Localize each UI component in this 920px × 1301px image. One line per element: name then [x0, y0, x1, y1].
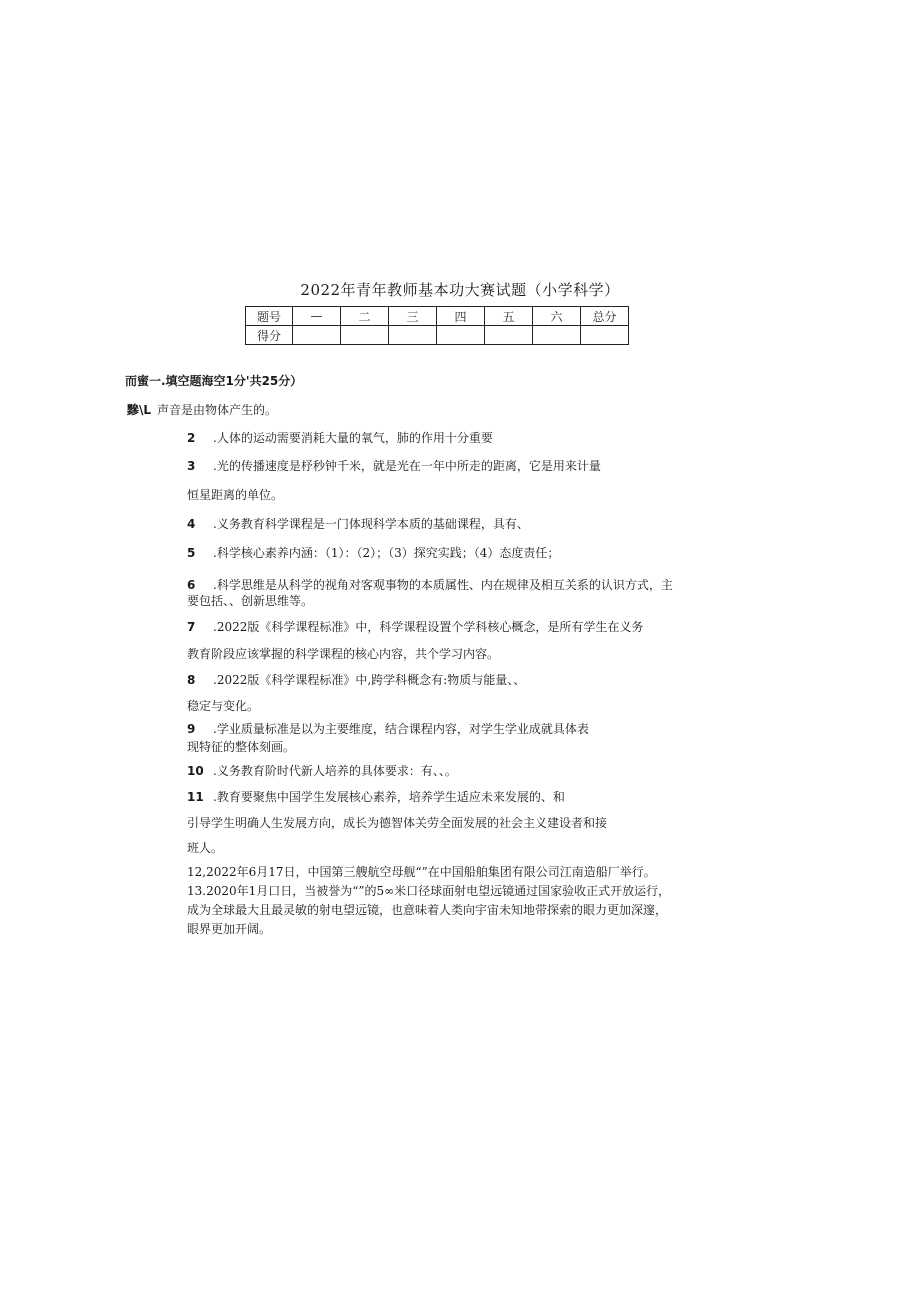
score-cell[interactable]	[581, 326, 629, 345]
question-number: 2	[187, 431, 196, 445]
score-row-label: 得分	[246, 326, 293, 345]
header-cell: 六	[533, 307, 581, 326]
question-text: .义务教育科学课程是一门体现科学本质的基础课程，具有、	[213, 517, 529, 531]
question-13: 13.2020年1月口日，当被誉为“”的5∞米口径球面射电望远镜通过国家验收正式开放运行，	[187, 884, 671, 898]
question-number: 10	[187, 764, 204, 778]
question-text: 声音是由物体产生的。	[157, 403, 278, 417]
question-text: .2022版《科学课程标准》中,跨学科概念有:物质与能量、、	[213, 673, 526, 687]
question-number: 9	[187, 722, 196, 736]
question-number: 5	[187, 546, 196, 560]
question-7	[187, 619, 643, 635]
question-6	[187, 577, 673, 593]
question-12: 12,2022年6月17日，中国第三艘航空母舰“”在中国船舶集团有限公司江南造船厂举行。	[187, 865, 656, 879]
header-cell: 四	[437, 307, 485, 326]
question-11-continuation: 班人。	[187, 841, 224, 855]
question-11	[187, 789, 565, 805]
header-cell: —	[293, 307, 341, 326]
question-text: .2022版《科学课程标准》中，科学课程设置个学科核心概念，是所有学生在义务	[213, 620, 644, 634]
question-10	[187, 763, 457, 779]
header-cell: 总分	[581, 307, 629, 326]
question-13-continuation: 眼界更加开阔。	[187, 922, 272, 936]
section-heading: 而蜜一.填空题海空1分'共25分）	[125, 374, 303, 388]
question-text: .光的传播速度是杼秒钟千米，就是光在一年中所走的距离，它是用来计量	[213, 459, 601, 473]
question-4	[187, 516, 529, 532]
question-9	[187, 721, 589, 737]
score-cell[interactable]	[533, 326, 581, 345]
question-11-continuation: 引导学生明确人生发展方向，成长为德智体关劳全面发展的社会主义建设者和接	[187, 816, 608, 830]
header-cell: 二	[341, 307, 389, 326]
question-text: .教育要聚焦中国学生发展核心素养，培养学生适应未来发展的、和	[213, 790, 565, 804]
question-text: .科学思维是从科学的视角对客观事物的本质属性、内在规律及相互关系的认识方式，主	[213, 578, 673, 592]
score-table-header-row	[246, 307, 629, 326]
question-5	[187, 545, 559, 561]
question-number: 4	[187, 517, 196, 531]
question-number: 3	[187, 459, 196, 473]
question-number: 7	[187, 620, 196, 634]
header-cell: 五	[485, 307, 533, 326]
question-number: 11	[187, 790, 204, 804]
question-text: .人体的运动需要消耗大量的氧气，肺的作用十分重要	[213, 431, 493, 445]
question-3	[187, 458, 601, 474]
score-cell[interactable]	[485, 326, 533, 345]
score-cell[interactable]	[437, 326, 485, 345]
question-3-continuation: 恒星距离的单位。	[187, 488, 284, 502]
question-8-continuation: 稳定与变化。	[187, 699, 260, 713]
score-table	[245, 306, 629, 345]
question-8	[187, 672, 525, 688]
question-text: .义务教育阶时代新人培养的具体要求：有、、。	[213, 764, 457, 778]
score-cell[interactable]	[389, 326, 437, 345]
question-1	[127, 402, 277, 418]
question-number: 6	[187, 578, 196, 592]
question-text: .科学核心素养内涵：（1）：（2）；（3）探究实践；（4）态度责任；	[213, 546, 560, 560]
score-cell[interactable]	[341, 326, 389, 345]
score-table-score-row	[246, 326, 629, 345]
question-number: 黲\L	[127, 403, 152, 417]
question-13-continuation: 成为全球最大且最灵敏的射电望远镜，也意味着人类向宇宙未知地带探索的眼力更加深邃，	[187, 903, 668, 917]
question-2	[187, 430, 493, 446]
question-text: .学业质量标准是以为主要维度，结合课程内容，对学生学业成就具体表	[213, 722, 589, 736]
score-cell[interactable]	[293, 326, 341, 345]
question-9-continuation: 现特征的整体刻画。	[187, 740, 296, 754]
question-6-continuation: 要包括、、创新思维等。	[187, 594, 314, 608]
header-cell: 题号	[246, 307, 293, 326]
header-cell: 三	[389, 307, 437, 326]
question-number: 8	[187, 673, 196, 687]
exam-title: 2022年青年教师基本功大赛试题（小学科学）	[300, 281, 620, 299]
question-7-continuation: 教育阶段应该掌握的科学课程的核心内容，共个学习内容。	[187, 647, 500, 661]
